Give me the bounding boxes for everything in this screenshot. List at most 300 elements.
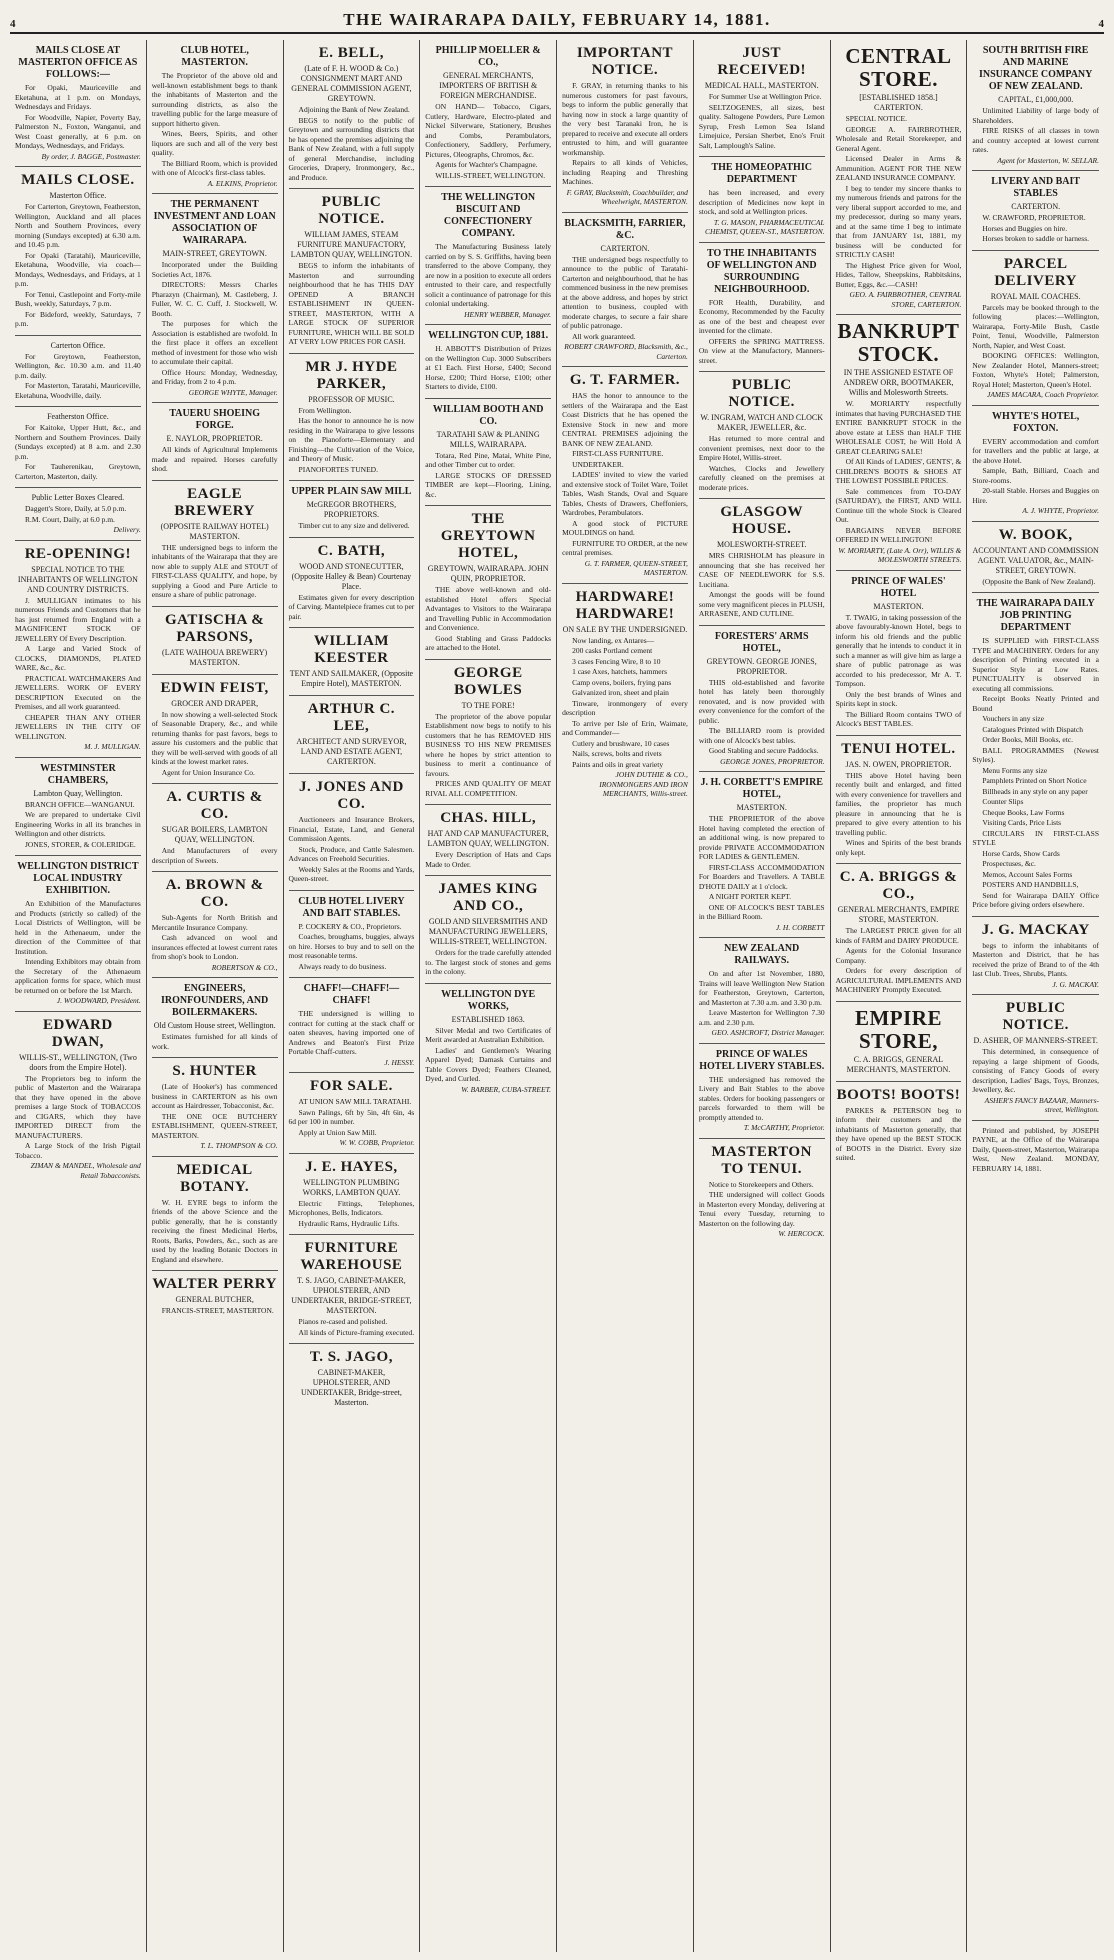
- ad-heading: UPPER PLAIN SAW MILL: [291, 486, 412, 497]
- ad-paragraph: IS SUPPLIED with FIRST-CLASS TYPE and MACHINERY. Orders for any description of Printing executed in a Superior Style at Low Rates. PUNCTUALITY is observed in executing all commissions.: [972, 636, 1099, 693]
- column-7: [831, 40, 968, 1952]
- ad-paragraph: All kinds of Picture-framing executed.: [298, 1327, 415, 1337]
- ad-subheading: ROYAL MAIL COACHES.: [990, 291, 1081, 301]
- ad-paragraph: BOOKING OFFICES: Wellington, New Zealander Hotel, Manners-street; Foxton, Whyte's Hotel; Palmerston, Royal Hotel; Masterton, Queen's Hotel.: [972, 351, 1099, 389]
- ad-paragraph: Parcels may be booked through to the following places:—Wellington, Wairarapa, Forty-Mile Bush, Castle Point, Tenui, Woodville, Palmerston North, Napier, and West Coast.: [972, 302, 1099, 350]
- ad-heading: MAILS CLOSE AT MASTERTON OFFICE AS FOLLOWS:—: [18, 45, 138, 80]
- advertisement: [289, 1154, 415, 1236]
- ad-paragraph: Orders for the trade carefully attended to. The largest stock of stones and gems in the colony.: [425, 948, 552, 976]
- ad-paragraph: FURNITURE TO ORDER, at the new central premises.: [562, 538, 688, 557]
- advertisement: [972, 40, 1099, 171]
- ad-paragraph: Wines and Spirits of the best brands only kept.: [835, 838, 962, 857]
- ad-paragraph: THE undersigned has removed the Livery and Bait Stables to the above stables. Orders for booking passengers or parcels forwarded to them will be promptly attended to.: [698, 1074, 825, 1122]
- ad-paragraph: Order Books, Mill Books, etc.: [982, 735, 1073, 744]
- ad-signature: W. HERCOCK.: [778, 1229, 825, 1238]
- advertisement: [972, 406, 1099, 522]
- ad-heading: EDWARD DWAN,: [43, 1016, 113, 1050]
- column-1: [10, 40, 147, 1952]
- ad-paragraph: CIRCULARS IN FIRST-CLASS STYLE: [972, 828, 1099, 847]
- ad-subheading: Public Letter Boxes Cleared.: [31, 493, 125, 502]
- ad-paragraph: Has returned to more central and convenient premises, next door to the Empire Hotel, Willis-street.: [698, 434, 825, 462]
- ad-heading: PRINCE OF WALES HOTEL LIVERY STABLES.: [699, 1048, 825, 1072]
- ad-paragraph: And Manufacturers of every description of Sweets.: [151, 846, 278, 865]
- ad-paragraph: SPECIAL NOTICE.: [845, 114, 907, 123]
- ad-paragraph: For Greytown, Featherston, Wellington, &c. 10.30 a.m. and 11.40 p.m. daily.: [15, 351, 141, 380]
- ad-signature: J. G. MACKAY.: [1052, 979, 1099, 989]
- ad-paragraph: This determined, in consequence of repaying a large shipment of Goods, consisting of Fancy Goods of every description, Ladies' Bags, Toys, Bronzes, Jewellery, &c.: [972, 1047, 1099, 1094]
- advertisement: [699, 499, 825, 626]
- ad-signature: A. ELKINS, Proprietor.: [207, 178, 278, 188]
- advertisement: [836, 1082, 962, 1169]
- ad-subheading: T. S. JAGO, CABINET-MAKER, UPHOLSTERER, AND UNDERTAKER, BRIDGE-STREET, MASTERTON.: [291, 1276, 412, 1315]
- ad-signature: Agent for Masterton, W. SELLAR.: [997, 155, 1099, 165]
- page-number-left: 4: [10, 18, 16, 30]
- ad-subheading: PROFESSOR OF MUSIC.: [308, 394, 395, 404]
- ad-paragraph: Vouchers in any size: [982, 714, 1045, 723]
- ad-heading: C. BATH,: [317, 542, 386, 559]
- advertisement: [152, 40, 278, 194]
- ad-paragraph: (Late of Hooker's) has commenced business in CARTERTON as his own account as Hairdresser, Tobacconist, &c.: [151, 1082, 278, 1110]
- ad-heading: HARDWARE! HARDWARE!: [575, 588, 675, 622]
- ad-paragraph: For Masterton, Taratahi, Mauriceville, Eketahuna, Woodville, daily.: [15, 381, 141, 400]
- ad-heading: FOR SALE.: [309, 1078, 393, 1094]
- advertisement: [836, 40, 962, 315]
- ad-heading: A. CURTIS & CO.: [166, 789, 263, 822]
- advertisement: [836, 315, 962, 571]
- ad-paragraph: Apply at Union Saw Mill.: [298, 1127, 377, 1137]
- ad-heading: T. S. JAGO,: [309, 1349, 393, 1365]
- ad-heading: WALTER PERRY: [152, 1276, 277, 1292]
- advertisement: [15, 758, 141, 857]
- ad-subheading: GENERAL BUTCHER,: [175, 1295, 254, 1304]
- ad-subheading: MEDICAL HALL, MASTERTON.: [704, 81, 819, 90]
- ad-paragraph: PRICES AND QUALITY OF MEAT RIVAL ALL COMPETITION.: [425, 779, 552, 798]
- ad-heading: THE WELLINGTON BISCUIT AND CONFECTIONERY COMPANY.: [441, 192, 536, 239]
- ad-subheading: JAS. N. OWEN, PROPRIETOR.: [845, 759, 952, 769]
- advertisement: [972, 171, 1099, 251]
- advertisement: [15, 407, 141, 488]
- ad-subheading: E. NAYLOR, PROPRIETOR.: [166, 434, 263, 443]
- ad-heading: GEORGE BOWLES: [453, 664, 523, 698]
- ad-paragraph: Send for Wairarapa DAILY Office Price before giving orders elsewhere.: [972, 890, 1099, 909]
- ad-paragraph: Intending Exhibitors may obtain from the Secretary of the Athenaeum application forms for space, which must be returned on or before the 1st March.: [15, 957, 141, 995]
- ad-heading: MR J. HYDE PARKER,: [305, 358, 398, 392]
- ad-paragraph: BEGS to inform the inhabitants of Masterton and surrounding neighbourhood that he has THIS DAY OPENED A BRANCH ESTABLISHMENT IN QUEEN-STREET, MASTERTON, WITH A LARGE STOCK OF SUPERIOR FURNITURE, WHICH WILL BE SOLD AT VERY LOW PRICES FOR CASH.: [288, 261, 415, 346]
- advertisement: [15, 1012, 141, 1186]
- ad-paragraph: Memos, Account Sales Forms: [982, 869, 1073, 879]
- ad-paragraph: THE above well-known and old-established Hotel offers Special Advantages to Visitors to the Wairarapa and Travelling Public in Accommodation and Convenience.: [425, 585, 552, 632]
- advertisement: [425, 805, 551, 876]
- ad-paragraph: Estimates furnished for all kinds of work.: [151, 1032, 278, 1051]
- ad-signature: F. GRAY, Blacksmith, Coachbuilder, and Wheelwright, MASTERTON.: [566, 187, 688, 206]
- ad-paragraph: AT UNION SAW MILL TARATAHI.: [298, 1097, 412, 1106]
- ad-heading: FURNITURE WAREHOUSE: [300, 1240, 403, 1273]
- advertisement: [699, 40, 825, 157]
- ad-paragraph: Sawn Palings, 6ft by 5in, 4ft 6in, 4s 6d per 100 in number.: [288, 1107, 415, 1126]
- ad-signature: W. MORIARTY, (Late A. Orr), WILLIS & MOLESWORTH STREETS.: [838, 545, 962, 564]
- ad-paragraph: A good stock of PICTURE MOULDINGS on hand.: [562, 518, 688, 537]
- ad-heading: TENUI HOTEL.: [841, 740, 956, 757]
- ad-paragraph: An Exhibition of the Manufactures and Products (strictly so called) of the Local Districts of Wellington, will be held in the Athenaeum, under the direction of the Committee of that Institution.: [15, 899, 141, 956]
- newspaper-title: THE WAIRARAPA DAILY, FEBRUARY 14, 1881.: [343, 10, 771, 29]
- ad-paragraph: For Woodville, Napier, Poverty Bay, Palmerston N., Foxton, Wanganui, and West Coast generally, at 6 p.m. on Mondays, Wednesdays, and Fridays.: [15, 112, 141, 150]
- ad-paragraph: THE PROPRIETOR of the above Hotel having completed the erection of an additional wing, is now prepared to provide PRIVATE ACCOMMODATION FOR LADIES & GENTLEMEN.: [698, 814, 825, 861]
- ad-paragraph: On and after 1st November, 1880, Trains will leave Wellington New Station for Featherston, Greytown, Carterton, and Masterton at 7.30 a.m. and 3.30 p.m.: [698, 969, 825, 1007]
- ad-signature: ASHER'S FANCY BAZAAR, Manners-street, Wellington.: [984, 1095, 1099, 1114]
- ad-paragraph: THE undersigned begs respectfully to announce to the public of Taratahi-Carterton and neighbourhood, that he has commenced business in the new premises at the above address, and hopes by strict attention to business, coupled with moderate charges, to secure a fair share of public patronage.: [562, 254, 688, 330]
- masthead: [10, 8, 1104, 34]
- ad-paragraph: Agents for the Colonial Insurance Company.: [835, 946, 962, 965]
- ad-paragraph: BRANCH OFFICE—WANGANUI.: [25, 799, 135, 809]
- ad-paragraph: THIS old-established and favorite hotel has lately been thoroughly renovated, and is now provided with every convenience for the comfort of the public.: [698, 677, 825, 725]
- ad-heading: EDWIN FEIST,: [160, 679, 269, 696]
- ad-paragraph: SELTZOGENES, all sizes, best quality. Saltogene Powders, Pure Lemon Syrup, Fresh Lemon Sea Island Limejuice, Persian Sherbet, Eno's Fruit Salt, Lamplough's Saline.: [698, 102, 825, 150]
- ad-paragraph: Stock, Produce, and Cattle Salesmen. Advances on Freehold Securities.: [288, 844, 415, 863]
- ad-paragraph: The Billiard Room, which is provided with one of Alcock's first-class tables.: [151, 158, 278, 177]
- ad-heading: RE-OPENING!: [24, 545, 132, 562]
- ad-heading: J. H. CORBETT'S EMPIRE HOTEL,: [700, 777, 823, 800]
- ad-paragraph: FIRE RISKS of all classes in town and country accepted at lowest current rates.: [972, 126, 1099, 154]
- ad-heading: GLASGOW HOUSE.: [720, 504, 804, 537]
- ad-paragraph: ONE OF ALCOCK'S BEST TABLES in the Billiard Room.: [698, 902, 825, 921]
- advertisement: [972, 995, 1099, 1121]
- ad-subheading: ESTABLISHED 1863.: [451, 1014, 525, 1024]
- ad-signature: GEORGE WHYTE, Manager.: [188, 387, 278, 397]
- ad-subheading: Lambton Quay, Wellington.: [33, 788, 123, 798]
- ad-paragraph: Tinware, ironmongery of every description: [562, 698, 688, 717]
- ad-subheading: WILLIAM JAMES, STEAM FURNITURE MANUFACTORY, LAMBTON QUAY, WELLINGTON.: [290, 230, 413, 259]
- ad-paragraph: Horses broken to saddle or harness.: [982, 234, 1089, 243]
- advertisement: [699, 1044, 825, 1139]
- ad-heading: TAUERU SHOEING FORGE.: [169, 408, 260, 431]
- ad-signature: W. BARBER, CUBA-STREET.: [461, 1084, 552, 1094]
- ad-subheading: HAT AND CAP MANUFACTURER, LAMBTON QUAY, WELLINGTON.: [427, 829, 549, 848]
- ad-signature: W. W. COBB, Proprietor.: [339, 1138, 415, 1147]
- ad-subheading: W. INGRAM, WATCH AND CLOCK MAKER, JEWELLER, &c.: [700, 413, 824, 432]
- ad-heading: THE PERMANENT INVESTMENT AND LOAN ASSOCIATION OF WAIRARAPA.: [153, 199, 276, 246]
- ad-paragraph: To arrive per Isle of Erin, Waimate, and Commander—: [562, 718, 688, 737]
- advertisement: [562, 584, 688, 804]
- ad-signature: A. J. WHYTE, Proprietor.: [1022, 506, 1099, 515]
- ad-paragraph: 1 case Axes, hatchets, hammers: [572, 667, 668, 676]
- ad-subheading: ARCHITECT AND SURVEYOR, LAND AND ESTATE AGENT, CARTERTON.: [296, 737, 407, 766]
- ad-heading: WHYTE'S HOTEL, FOXTON.: [992, 410, 1080, 434]
- ad-signature: J. WOODWARD, President.: [56, 996, 141, 1005]
- ad-subheading: TARATAHI SAW & PLANING MILLS, WAIRARAPA.: [436, 429, 540, 449]
- column-6: [694, 40, 831, 1952]
- column-8: [967, 40, 1104, 1952]
- ad-heading: EMPIRE STORE,: [854, 1005, 942, 1053]
- ad-subheading: IN THE ASSIGNED ESTATE OF ANDREW ORR, BOOTMAKER, Willis and Molesworth Streets.: [843, 368, 954, 397]
- ad-paragraph: W. MORIARTY respectfully intimates that having PURCHASED THE ENTIRE BANKRUPT STOCK in the above estate at LESS than HALF THE WHOLESALE COST, he Will Hold A GREAT CLEARING SALE!: [835, 399, 962, 456]
- advertisement: [425, 325, 551, 399]
- ad-subheading: Featherston Office.: [47, 412, 109, 421]
- advertisement: [15, 541, 141, 758]
- ad-paragraph: P. COCKERY & CO., Proprietors.: [298, 921, 402, 931]
- ad-paragraph: From Wellington.: [298, 405, 352, 415]
- ad-paragraph: THE undersigned begs to inform the inhabitants of the Wairarapa that they are now able to supply ALE and STOUT of FIRST-CLASS QUALITY, and hope, by supplying a Good and Pure Article to ensure a share of public patronage.: [151, 542, 278, 599]
- advertisement: [152, 403, 278, 481]
- ad-paragraph: The Manufacturing Business lately carried on by S. S. Griffiths, having been transferred to the above Company, they are now in a position to execute all orders entrusted to their care, and respectfully solicit a continuance of patronage for this colonial undertaking.: [425, 242, 552, 308]
- ad-heading: PUBLIC NOTICE.: [728, 377, 795, 410]
- advertisement: [425, 984, 551, 1100]
- advertisement: [289, 189, 415, 354]
- ad-heading: CHAFF!—CHAFF!—CHAFF!: [303, 983, 400, 1006]
- ad-paragraph: Auctioneers and Insurance Brokers, Financial, Estate, Land, and General Commission Agents.: [288, 815, 415, 843]
- ad-subheading: Carterton Office.: [50, 340, 106, 350]
- ad-paragraph: CHEAPER THAN ANY OTHER JEWELLERS IN THE CITY OF WELLINGTON.: [15, 712, 141, 741]
- advertisement: [289, 538, 415, 629]
- ad-paragraph: HAS the honor to announce to the settlers of the Wairarapa and the East Coast Districts that he has opened the Extensive Stock in new and more CENTRAL PREMISES adjoining the BANK OF NEW ZEALAND.: [562, 391, 688, 448]
- ad-paragraph: Nails, screws, bolts and rivets: [572, 749, 662, 758]
- ad-heading: GATISCHA & PARSONS,: [164, 611, 265, 645]
- ad-paragraph: JONES, STORER, & COLERIDGE.: [25, 839, 136, 849]
- advertisement: [972, 917, 1099, 996]
- ad-heading: SOUTH BRITISH FIRE AND MARINE INSURANCE COMPANY OF NEW ZEALAND.: [978, 45, 1093, 92]
- ad-paragraph: Agents for Wachter's Champagne.: [435, 160, 538, 169]
- ad-heading: MAILS CLOSE.: [21, 172, 135, 188]
- ad-heading: ARTHUR C. LEE,: [307, 701, 396, 734]
- ad-paragraph: Counter Slips: [982, 797, 1024, 806]
- ad-paragraph: Agent for Union Insurance Co.: [161, 767, 255, 777]
- ad-paragraph: Visiting Cards, Price Lists: [982, 818, 1062, 827]
- ad-heading: PHILLIP MOELLER & CO.,: [435, 45, 541, 68]
- ad-heading: C. A. BRIGGS & CO.,: [839, 869, 958, 902]
- ad-paragraph: A Large and Varied Stock of CLOCKS, DIAMONDS, PLATED WARE, &c., &c.: [15, 644, 141, 672]
- advertisement: [562, 40, 688, 213]
- ad-paragraph: W. H. EYRE begs to inform the friends of the above Science and the public generally, that he is constantly receiving the finest Medicinal Herbs, Roots, Barks, Powders, &c., such as are used by the leading Botanic Doctors in England and elsewhere.: [151, 1197, 278, 1264]
- ad-paragraph: GEORGE A. FAIRBROTHER, Wholesale and Retail Storekeeper, and General Agent.: [835, 124, 962, 153]
- ad-paragraph: Incorporated under the Building Societies Act, 1876.: [151, 260, 278, 279]
- ad-heading: PUBLIC NOTICE.: [318, 194, 385, 227]
- advertisement: [972, 522, 1099, 594]
- advertisement: [152, 784, 278, 872]
- advertisement: [289, 1235, 415, 1344]
- ad-paragraph: For Opaki, Mauriceville and Eketahuna, at 1 p.m. on Mondays, Wednesdays and Fridays.: [15, 83, 141, 111]
- advertisement: [152, 607, 278, 675]
- ad-paragraph: F. GRAY, in returning thanks to his numerous customers for past favours, begs to inform the public generally that having now in stock a large quantity of the very best Taranaki Iron, he is prepared to receive and execute all orders entrusted to him, and will guarantee workmanship.: [562, 81, 688, 157]
- ad-paragraph: Camp ovens, boilers, frying pans: [572, 677, 672, 687]
- ad-paragraph: THE undersigned will collect Goods in Masterton every Monday, delivering at Tenui every Tuesday, returning to Masterton on the following day.: [698, 1190, 825, 1228]
- ad-paragraph: All kinds of Agricultural Implements made and repaired. Horses carefully shod.: [151, 445, 278, 473]
- ad-heading: NEW ZEALAND RAILWAYS.: [724, 943, 800, 966]
- advertisement: [699, 157, 825, 243]
- ad-paragraph: FRANCIS-STREET, MASTERTON.: [161, 1306, 274, 1315]
- ad-paragraph: The purposes for which the Association is established are twofold. In the first place it offers an excellent method of investment for those who wish to accumulate their capital.: [151, 319, 278, 366]
- ad-heading: BANKRUPT STOCK.: [837, 319, 960, 366]
- ad-signature: ZIMAN & MANDEL, Wholesale and Retail Tobacconists.: [30, 1161, 141, 1180]
- ad-heading: J. E. HAYES,: [305, 1158, 398, 1175]
- ad-heading: J. G. MACKAY: [981, 921, 1090, 938]
- ad-paragraph: Only the best brands of Wines and Spirits kept in stock.: [835, 689, 962, 708]
- ad-heading: JUST RECEIVED!: [717, 45, 807, 78]
- ad-paragraph: All work guaranteed.: [572, 331, 636, 341]
- ad-paragraph: Watches, Clocks and Jewellery carefully cleaned on the premises at moderate prices.: [698, 463, 825, 492]
- ad-heading: A. BROWN & CO.: [165, 877, 264, 910]
- ad-paragraph: THE undersigned is willing to contract for cutting at the stack chaff or oaten sheaves, having imported one of Andrews and Beaton's First Prize Portable Chaff-cutters.: [288, 1009, 415, 1056]
- ad-subheading: CABINET-MAKER, UPHOLSTERER, AND UNDERTAKER, Bridge-street, Masterton.: [300, 1368, 402, 1407]
- advertisement: [289, 1073, 415, 1154]
- column-4: [420, 40, 557, 1952]
- ad-paragraph: THE ONE OCE BUTCHERY ESTABLISHMENT, QUEEN-STREET, MASTERTON.: [151, 1111, 278, 1140]
- ad-paragraph: Cash advanced on wool and insurances effected at lowest current rates from shop's book to London.: [151, 933, 278, 961]
- advertisement: [289, 978, 415, 1073]
- advertisement: [562, 367, 688, 584]
- ad-subheading: (Late of F. H. WOOD & Co.) CONSIGNMENT MART AND GENERAL COMMISSION AGENT, GREYTOWN.: [291, 64, 412, 103]
- ad-paragraph: Licensed Dealer in Arms & Ammunition. AGENT FOR THE NEW ZEALAND INSURANCE COMPANY.: [835, 154, 962, 182]
- ad-paragraph: Leave Masterton for Wellington 7.30 a.m. and 2.30 p.m.: [698, 1008, 825, 1027]
- ad-subheading: MOLESWORTH-STREET.: [717, 540, 807, 549]
- ad-paragraph: The Proprietor of the above old and well-known establishment begs to thank the inhabitants of Masterton and the surrounding districts, as also the travelling public for the large measure of support hitherto given.: [151, 71, 278, 128]
- ad-subheading: McGREGOR BROTHERS, PROPRIETORS.: [306, 500, 397, 519]
- ad-subheading: [ESTABLISHED 1858.] CARTERTON.: [859, 93, 938, 112]
- ad-signature: G. T. FARMER, QUEEN-STREET, MASTERTON.: [584, 558, 688, 577]
- ad-paragraph: LARGE STOCKS OF DRESSED TIMBER are kept—Flooring, Lining, &c.: [425, 470, 552, 499]
- ad-heading: TO THE INHABITANTS OF WELLINGTON AND SURROUNDING NEIGHBOURHOOD.: [706, 247, 817, 295]
- ad-paragraph: Daggett's Store, Daily, at 5.0 p.m.: [25, 504, 127, 513]
- ad-heading: MEDICAL BOTANY.: [176, 1161, 253, 1195]
- ad-heading: BOOTS! BOOTS!: [836, 1086, 961, 1103]
- ad-paragraph: Pianos re-cased and polished.: [298, 1317, 388, 1326]
- ad-paragraph: has been increased, and every description of Medicines now kept in stock, and sold at Wellington prices.: [698, 188, 825, 216]
- ad-paragraph: FOR Health, Durability, and Economy, Recommended by the Faculty as one of the best and cheapest ever invented for the climate.: [698, 297, 825, 335]
- ad-paragraph: Galvanized iron, sheet and plain: [572, 688, 669, 697]
- ad-paragraph: Cutlery and brushware, 10 cases: [572, 738, 670, 748]
- ad-subheading: WILLIS-ST., WELLINGTON, (Two doors from the Empire Hotel).: [18, 1052, 137, 1072]
- advertisement: [15, 856, 141, 1012]
- ad-paragraph: LADIES' invited to view the varied and extensive stock of Toilet Ware, Toilet Tables, Wash Stands, Oval and Square Tables, Chests of Drawers, Cheffoniers, Wardrobes, Perambulators.: [562, 470, 688, 517]
- ad-heading: JAMES KING AND CO.,: [438, 881, 538, 914]
- ad-heading: CLUB HOTEL, MASTERTON.: [180, 45, 249, 68]
- ad-paragraph: I beg to tender my sincere thanks to my numerous friends and patrons for the very liberal support accorded to me, and my predecessor, during so many years, and at the same time I beg to intimate that from JANUARY 1st, 1881, my business will be conducted for STRICTLY CASH!: [835, 183, 962, 259]
- ad-heading: CLUB HOTEL LIVERY AND BAIT STABLES.: [298, 895, 405, 919]
- ad-signature: ROBERTSON & CO.,: [211, 962, 278, 972]
- ad-paragraph: The proprietor of the above popular Establishment now begs to notify to his customers that he has REMOVED HIS BUSINESS TO HIS NEW PREMISES where he hopes by strict attention to business to merit a continuance of favours.: [425, 711, 552, 778]
- ad-subheading: MASTERTON.: [736, 803, 787, 812]
- ad-paragraph: Hydraulic Rams, Hydraulic Lifts.: [298, 1218, 400, 1228]
- advertisement: [152, 1058, 278, 1157]
- ad-heading: WILLIAM KEESTER: [313, 633, 389, 666]
- ad-heading: PRINCE OF WALES' HOTEL: [851, 575, 946, 599]
- ad-heading: WELLINGTON DYE WORKS,: [441, 988, 536, 1012]
- ad-paragraph: WILLIS-STREET, WELLINGTON.: [435, 170, 546, 180]
- advertisement: [152, 1157, 278, 1272]
- ad-signature: JOHN DUTHIE & CO., IRONMONGERS AND IRON MERCHANTS, Willis-street.: [599, 770, 688, 798]
- advertisement: [289, 628, 415, 696]
- ad-heading: ENGINEERS, IRONFOUNDERS, AND BOILERMAKERS.: [161, 983, 269, 1018]
- advertisement: [699, 772, 825, 938]
- ad-paragraph: Paints and oils in great variety: [572, 759, 664, 769]
- ad-paragraph: A Large Stock of the Irish Pigtail Tobacco.: [15, 1141, 141, 1160]
- ad-paragraph: 20-stall Stable. Horses and Buggies on Hire.: [972, 486, 1099, 505]
- advertisement: [836, 571, 962, 736]
- ad-signature: JAMES MACARA, Coach Proprietor.: [987, 390, 1099, 399]
- ad-paragraph: Timber cut to any size and delivered.: [298, 521, 410, 530]
- ad-heading: THE HOMEOPATHIC DEPARTMENT: [711, 162, 812, 185]
- ad-subheading: CARTERTON.: [1011, 202, 1061, 211]
- advertisement-columns: [10, 40, 1104, 1952]
- ad-paragraph: J. MULLIGAN intimates to his numerous Friends and Customers that he has just returned from England with a MAGNIFICENT STOCK OF JEWELLERY Of Every Description.: [15, 595, 141, 643]
- advertisement: [289, 1344, 415, 1414]
- ad-subheading: ON SALE BY THE UNDERSIGNED.: [562, 624, 688, 634]
- ad-paragraph: PRACTICAL WATCHMAKERS And JEWELLERS. WORK OF EVERY DESCRIPTION Executed on the Premises, and all work guaranteed.: [15, 673, 141, 711]
- advertisement: [425, 187, 551, 325]
- advertisement: [289, 696, 415, 774]
- ad-paragraph: The Billiard Room contains TWO of Alcock's BEST TABLES.: [835, 709, 962, 728]
- column-5: [557, 40, 694, 1952]
- ad-heading: MASTERTON TO TENUI.: [711, 1143, 812, 1177]
- ad-paragraph: Every Description of Hats and Caps Made to Order.: [425, 850, 552, 869]
- advertisement: [289, 354, 415, 482]
- ad-paragraph: Horse Cards, Show Cards: [982, 848, 1060, 858]
- ad-paragraph: Notice to Storekeepers and Others.: [708, 1179, 814, 1189]
- ad-paragraph: For Opaki (Taratahi), Mauriceville, Eketahuna, Woodville, via coach—Mondays, Wednesdays, and Fridays, at 1 p.m.: [15, 250, 141, 288]
- ad-paragraph: (Opposite the Bank of New Zealand).: [982, 576, 1096, 586]
- ad-paragraph: MRS CHRISHOLM has pleasure in announcing that she has received her CASE OF NEEDLEWORK for S.S. Lucitiana.: [698, 551, 825, 589]
- ad-paragraph: Cheque Books, Law Forms: [982, 807, 1065, 817]
- advertisement: [836, 736, 962, 865]
- ad-paragraph: Weekly Sales at the Rooms and Yards, Queen-street.: [288, 864, 415, 883]
- advertisement: [15, 336, 141, 408]
- ad-paragraph: Electric Fittings, Telephones, Microphones, Bells, Indicators.: [288, 1198, 415, 1217]
- ad-subheading: SUGAR BOILERS, LAMBTON QUAY, WELLINGTON.: [161, 825, 268, 844]
- advertisement: [15, 488, 141, 541]
- ad-paragraph: UNDERTAKER.: [572, 459, 624, 469]
- ad-paragraph: In now showing a well-selected Stock of Seasonable Drapery, &c., and while returning thanks for past favors, begs to assure his customers and the public that they will be well-served with goods of all kinds at the lowest market rates.: [151, 709, 278, 766]
- ad-paragraph: FIRST-CLASS ACCOMMODATION For Boarders and Travellers. A TABLE D'HOTE DAILY at 1 o'clock.: [698, 862, 825, 891]
- advertisement: [972, 593, 1099, 917]
- ad-subheading: MAIN-STREET, GREYTOWN.: [162, 249, 267, 258]
- column-3: [284, 40, 421, 1952]
- ad-paragraph: For Carterton, Greytown, Featherston, Wellington, Auckland and all places North and Southern Provinces, every morning (Sundays excepted) at 6.30 a.m. and 10.45 p.m.: [15, 202, 141, 249]
- ad-subheading: GREYTOWN. GEORGE JONES, PROPRIETOR.: [706, 656, 817, 676]
- ad-paragraph: PARKES & PETERSON beg to inform their customers and the inhabitants of Masterton generally, that they have opened up the BEST STOCK of BOOTS in the District. Every size suited.: [835, 1105, 962, 1162]
- ad-signature: By order, J. BAGGE, Postmaster.: [41, 151, 141, 161]
- ad-paragraph: H. ABBOTT'S Distribution of Prizes on the Wellington Cup. 3000 Subscribers at £1 Each. First Horse, £400; Second Horse, £200; Third Horse, £100; other Starters to divide, £100.: [425, 344, 552, 391]
- advertisement: [15, 167, 141, 336]
- ad-paragraph: BARGAINS NEVER BEFORE OFFERED IN WELLINGTON!: [835, 525, 962, 544]
- ad-paragraph: BEGS to notify to the public of Greytown and surrounding districts that he has opened the premises adjoining the Bank of New Zealand, with a full supply of general Merchandise, including Groceries, Drapery, Ironmongery, &c., and Produce.: [288, 115, 415, 182]
- ad-signature: M. J. MULLIGAN.: [84, 742, 141, 751]
- ad-signature: T. G. MASON, PHARMACEUTICAL CHEMIST, QUEEN-ST., MASTERTON.: [705, 217, 825, 236]
- ad-paragraph: POSTERS AND HANDBILLS,: [982, 880, 1079, 889]
- advertisement: [152, 194, 278, 403]
- page-number-right: 4: [1098, 18, 1104, 30]
- ad-paragraph: DIRECTORS: Messrs Charles Pharazyn (Chairman), M. Castleberg, J. Fuller, W. C. C. Cuff, J. Stockwell, W. Booth.: [151, 280, 278, 318]
- ad-paragraph: BALL PROGRAMMES (Newest Styles).: [972, 745, 1099, 764]
- advertisement: [425, 876, 551, 984]
- ad-paragraph: Printed and published, by JOSEPH PAYNE, at the Office of the Wairarapa Daily, Queen-street, Masterton, Wairarapa West, New Zealand. MONDAY, FEBRUARY 14, 1881.: [972, 1125, 1099, 1173]
- ad-paragraph: Adjoining the Bank of New Zealand.: [298, 105, 410, 114]
- ad-paragraph: Pamphlets Printed on Short Notice: [982, 776, 1087, 785]
- advertisement: [289, 481, 415, 538]
- ad-heading: J. JONES AND CO.: [299, 779, 404, 812]
- ad-heading: G. T. FARMER.: [569, 372, 681, 388]
- ad-paragraph: For Summer Use at Wellington Price.: [708, 92, 822, 101]
- ad-paragraph: Sub-Agents for North British and Mercantile Insurance Company.: [151, 913, 278, 932]
- advertisement: [425, 399, 551, 507]
- ad-subheading: GREYTOWN, WAIRARAPA. JOHN QUIN, PROPRIETOR.: [427, 564, 549, 583]
- ad-signature: Delivery.: [113, 525, 141, 534]
- advertisement: [289, 891, 415, 979]
- ad-paragraph: Sample, Bath, Billiard, Coach and Store-rooms.: [972, 466, 1099, 485]
- ad-paragraph: Now landing, ex Antares—: [572, 635, 655, 645]
- ad-paragraph: Menu Forms any size: [982, 765, 1048, 775]
- ad-heading: PARCEL DELIVERY: [994, 255, 1077, 289]
- ad-paragraph: Sale commences from TO-DAY (SATURDAY), the FIRST, AND WILL Continue till the whole Stock is Cleared Out.: [835, 486, 962, 524]
- ad-paragraph: The Proprietors beg to inform the public of Masterton and the Wairarapa that they have opened in the above premises a large Stock of TOBACCOS and CIGARS, which they have IMPORTED DIRECT from the MANUFACTURERS.: [15, 1073, 141, 1140]
- ad-paragraph: Amongst the goods will be found some very magnificent pieces in PLUSH, ARRASENE, AND CUTLINE.: [698, 590, 825, 618]
